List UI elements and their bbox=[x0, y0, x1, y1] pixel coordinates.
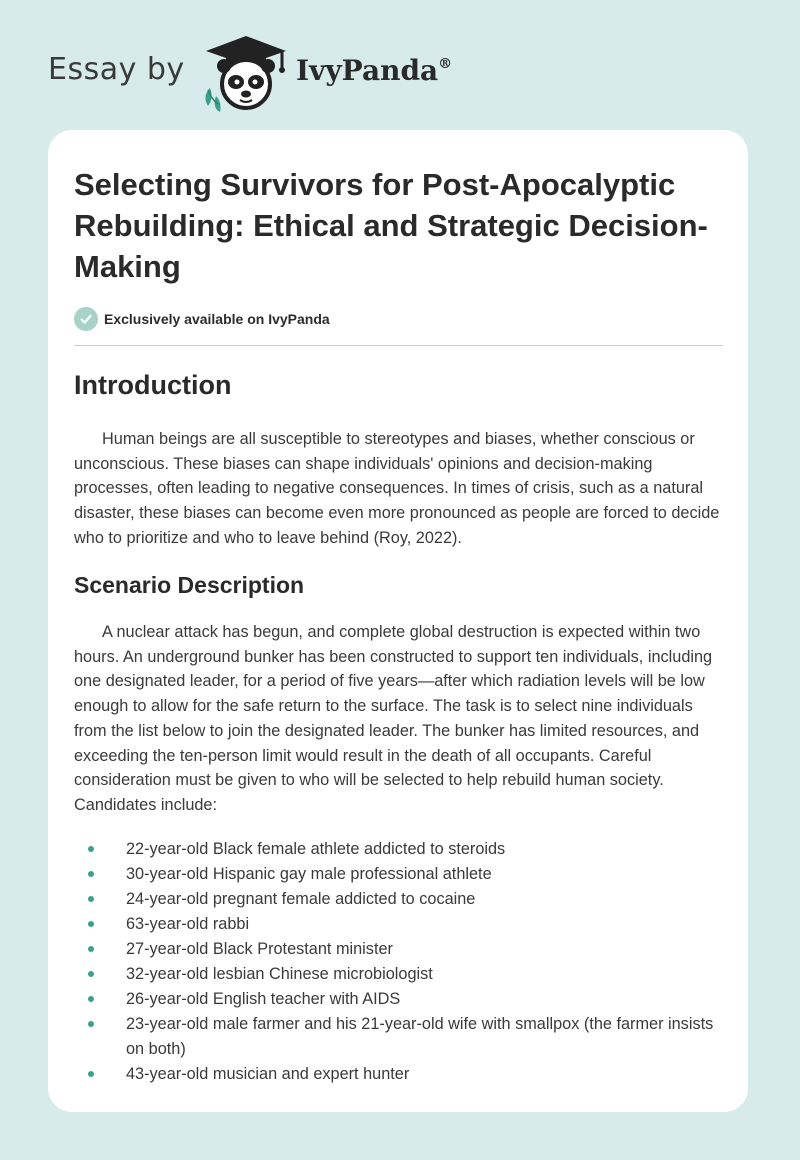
article-title: Selecting Survivors for Post-Apocalyptic Rebuilding: Ethical and Strategic Decision-Making bbox=[74, 167, 708, 284]
candidate-text: 27-year-old Black Protestant minister bbox=[126, 940, 393, 958]
site-header bbox=[0, 0, 800, 128]
list-item bbox=[74, 887, 714, 912]
bullet-icon bbox=[88, 1071, 94, 1077]
candidate-text: 30-year-old Hispanic gay male professional athlete bbox=[126, 865, 492, 883]
list-item bbox=[74, 862, 714, 887]
scenario-paragraph: A nuclear attack has begun, and complete global destruction is expected within two hours. An underground bunker has been constructed to support ten individuals, including one designated leader, for a period of five years—after which radiation levels will be low enough to allow for the safe return to the surface. The task is to select nine individuals from the list below to join the designated leader. The bunker has limited resources, and exceeding the ten-person limit would result in the death of all occupants. Careful consideration must be given to who will be selected to help rebuild human society. Candidates include: bbox=[74, 623, 713, 814]
bullet-icon bbox=[88, 871, 94, 877]
bullet-icon bbox=[88, 971, 94, 977]
list-item bbox=[74, 1012, 714, 1062]
list-item bbox=[74, 987, 714, 1012]
bullet-icon bbox=[88, 1021, 94, 1027]
candidate-text: 32-year-old lesbian Chinese microbiologist bbox=[126, 965, 433, 983]
brand-name[interactable] bbox=[296, 54, 452, 87]
registered-mark: ® bbox=[438, 56, 453, 72]
list-item bbox=[74, 912, 714, 937]
candidate-text: 63-year-old rabbi bbox=[126, 915, 250, 933]
candidate-text: 22-year-old Black female athlete addicted to steroids bbox=[126, 840, 506, 858]
check-icon bbox=[74, 307, 98, 331]
candidate-text: 26-year-old English teacher with AIDS bbox=[126, 990, 401, 1008]
candidate-list bbox=[74, 837, 714, 1087]
candidate-text: 24-year-old pregnant female addicted to cocaine bbox=[126, 890, 476, 908]
essay-by-label: Essay by bbox=[48, 52, 185, 87]
list-item bbox=[74, 962, 714, 987]
exclusive-label: Exclusively available on IvyPanda bbox=[104, 311, 330, 327]
bullet-icon bbox=[88, 846, 94, 852]
bullet-icon bbox=[88, 996, 94, 1002]
brand-text: IvyPanda bbox=[296, 54, 439, 87]
panda-graduate-icon[interactable] bbox=[200, 34, 292, 114]
scenario-heading: Scenario Description bbox=[74, 572, 305, 598]
list-item bbox=[74, 837, 714, 862]
candidate-text: 23-year-old male farmer and his 21-year-old wife with smallpox (the farmer insists on both) bbox=[126, 1015, 714, 1058]
article-card bbox=[48, 130, 748, 1112]
list-item bbox=[74, 937, 714, 962]
intro-heading: Introduction bbox=[74, 370, 232, 400]
candidate-text: 43-year-old musician and expert hunter bbox=[126, 1065, 410, 1083]
intro-paragraph: Human beings are all susceptible to stereotypes and biases, whether conscious or unconscious. These biases can shape individuals' opinions and decision-making processes, often leading to negative consequences. In times of crisis, such as a natural disaster, these biases can become even more pronounced as people are forced to decide who to prioritize and who to leave behind (Roy, 2022). bbox=[74, 430, 720, 547]
divider bbox=[74, 345, 723, 346]
list-item bbox=[74, 1062, 714, 1087]
bullet-icon bbox=[88, 946, 94, 952]
exclusive-badge bbox=[74, 306, 330, 332]
bullet-icon bbox=[88, 896, 94, 902]
bullet-icon bbox=[88, 921, 94, 927]
